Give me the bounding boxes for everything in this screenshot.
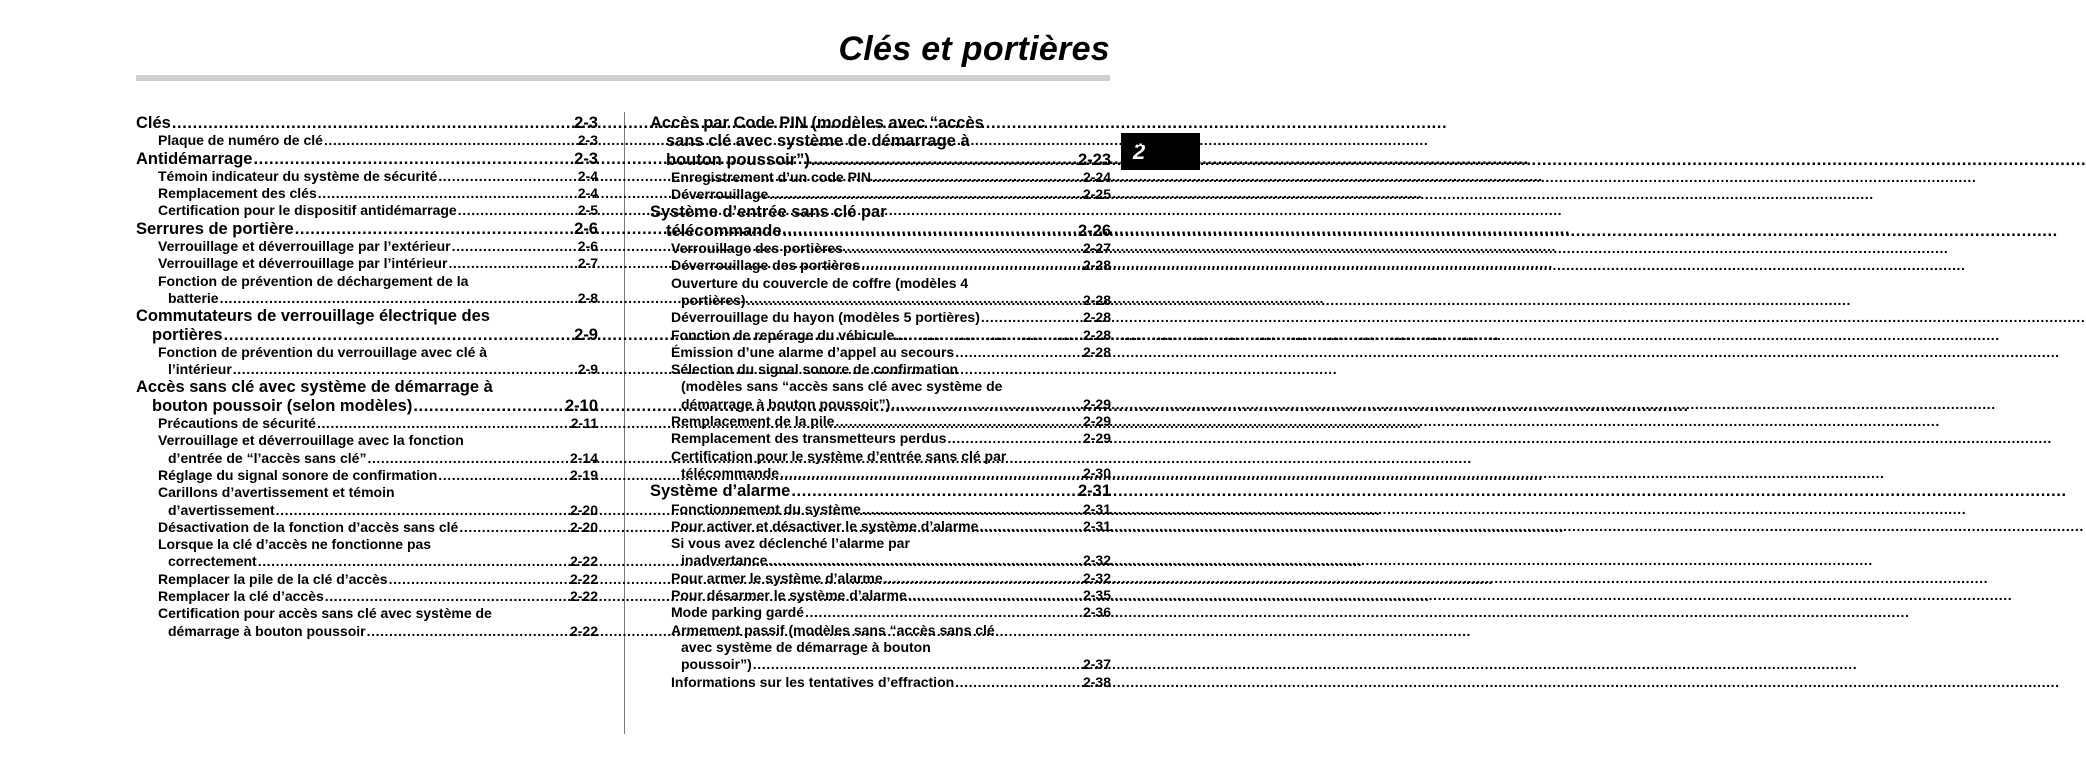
dot-leader [413, 397, 559, 415]
toc-page-number: 2-31 [1082, 500, 1111, 517]
toc-entry-text: d’avertissement [168, 501, 275, 518]
dot-leader [981, 309, 1077, 326]
toc-subsection[interactable] [650, 622, 1111, 674]
toc-subsection[interactable] [650, 674, 1111, 691]
toc-page-number: 2-6 [574, 219, 598, 238]
toc-entry-text: (modèles sans “accès sans clé avec système de [681, 378, 1003, 395]
toc-subsection[interactable] [136, 415, 598, 432]
toc-entry-text: télécommande [666, 221, 782, 240]
toc-entry-text: Lorsque la clé d’accès ne fonctionne pas [158, 536, 432, 553]
dot-leader [452, 238, 568, 255]
toc-subsection[interactable] [136, 344, 598, 379]
toc-entry-text: Pour activer et désactiver le système d’alarme [671, 517, 979, 534]
toc-page-number: 2-38 [1082, 673, 1111, 690]
toc-entry-text: inadvertance [681, 552, 768, 569]
dot-leader [367, 450, 564, 467]
toc-subsection[interactable] [136, 588, 598, 605]
dot-leader [753, 656, 1077, 673]
toc-entry-text: Serrures de portière [136, 219, 294, 238]
toc-page-number: 2-35 [1082, 587, 1111, 604]
toc-page-number: 2-30 [1082, 464, 1111, 481]
toc-entry-text: Informations sur les tentatives d’effraction [671, 673, 955, 690]
toc-subsection[interactable] [650, 327, 1111, 344]
toc-entry-text: Remplacement de la pile [671, 413, 835, 430]
toc-page-number: 2-11 [570, 415, 598, 432]
toc-entry-text: Remplacer la pile de la clé d’accès [158, 570, 388, 587]
toc-page-number: 2-4 [577, 185, 598, 202]
toc-entry-text: Antidémarrage [136, 149, 253, 168]
toc-page-number: 2-19 [569, 466, 598, 483]
dot-leader [861, 257, 1077, 274]
toc-subsection[interactable] [136, 467, 598, 484]
toc-entry-text: Accès sans clé avec système de démarrage à [136, 378, 493, 397]
toc-page-number: 2-20 [569, 501, 598, 518]
toc-section[interactable] [650, 482, 1111, 500]
toc-entry-text: portières [152, 325, 223, 344]
toc-page-number: 2-32 [1082, 552, 1111, 569]
toc-entry-text: Verrouillage et déverrouillage par l’extérieur [158, 238, 451, 255]
toc-subsection[interactable] [650, 275, 1111, 310]
toc-entry-text: Fonction de prévention du verrouillage avec clé à [158, 343, 488, 360]
toc-entry-text: Verrouillage des portières [671, 240, 843, 257]
dot-leader [791, 482, 1072, 500]
toc-page-number: 2-3 [574, 114, 598, 132]
toc-section[interactable] [136, 114, 598, 132]
toc-entry-text: Remplacer la clé d’accès [158, 588, 324, 605]
dot-leader [317, 415, 565, 432]
toc-page-number: 2-22 [569, 622, 598, 639]
toc-page-number: 2-28 [1082, 326, 1111, 343]
toc-subsection[interactable] [136, 238, 598, 255]
dot-leader [908, 587, 1077, 604]
toc-subsection[interactable] [650, 518, 1111, 535]
dot-leader [769, 186, 1077, 203]
toc-entry-text: Si vous avez déclenché l’alarme par [671, 535, 910, 552]
toc-page-number: 2-24 [1082, 168, 1111, 185]
toc-entry-text: démarrage à bouton poussoir”) [681, 395, 891, 412]
toc-entry-text: d’entrée de “l’accès sans clé” [168, 449, 367, 466]
toc-entry-text: sans clé avec système de démarrage à [666, 132, 970, 151]
dot-leader [253, 150, 568, 168]
dot-leader [438, 467, 564, 484]
toc-entry-text: portières) [681, 291, 746, 308]
dot-leader [805, 604, 1077, 621]
toc-subsection[interactable] [650, 169, 1111, 186]
toc-page-number: 2-31 [1077, 482, 1111, 501]
toc-entry-text: Pour armer le système d’alarme [671, 569, 883, 586]
toc-page-number: 2-28 [1082, 343, 1111, 360]
toc-entry-text: Ouverture du couvercle de coffre (modèles 4 [671, 274, 969, 291]
toc-page-number: 2-9 [577, 361, 598, 378]
toc-subsection[interactable] [650, 240, 1111, 257]
toc-page-number: 2-36 [1082, 604, 1111, 621]
toc-entry-text: Fonctionnement du système [671, 500, 861, 517]
toc-section[interactable] [650, 203, 1111, 240]
toc-entry-text: Système d’alarme [650, 482, 791, 501]
toc-entry-text: Accès par Code PIN (modèles avec “accès [650, 114, 984, 132]
toc-entry-text: batterie [168, 289, 219, 306]
toc-entry-text: Mode parking gardé [671, 604, 805, 621]
toc-subsection[interactable] [650, 186, 1111, 203]
toc-entry-text: Certification pour le dispositif antidémarrage [158, 202, 457, 219]
dot-leader [438, 168, 568, 185]
dot-leader [459, 519, 564, 536]
toc-entry-text: Remplacement des clés [158, 185, 317, 202]
chapter-number: 2 [1133, 138, 1146, 164]
dot-leader [258, 553, 564, 570]
toc-page-number: 2-8 [577, 289, 598, 306]
toc-section[interactable] [136, 150, 598, 168]
toc-left-column [136, 114, 598, 640]
toc-page-number: 2-29 [1082, 413, 1111, 430]
toc-page-number: 2-22 [569, 553, 598, 570]
toc-entry-text: Précautions de sécurité [158, 415, 316, 432]
toc-page-number: 2-31 [1082, 517, 1111, 534]
toc-subsection[interactable] [136, 255, 598, 272]
toc-page-number: 2-5 [577, 202, 598, 219]
toc-subsection[interactable] [136, 185, 598, 202]
toc-subsection[interactable] [136, 273, 598, 308]
toc-subsection[interactable] [650, 413, 1111, 430]
toc-entry-text: Verrouillage et déverrouillage avec la fonction [158, 432, 464, 449]
toc-entry-text: l’intérieur [168, 361, 232, 378]
dot-leader [884, 570, 1077, 587]
toc-subsection[interactable] [136, 484, 598, 519]
toc-entry-text: bouton poussoir (selon modèles) [152, 396, 413, 415]
dot-leader [955, 674, 1077, 691]
toc-entry-text: Émission d’une alarme d’appel au secours [671, 343, 955, 360]
title-rule [136, 75, 1110, 81]
toc-page-number: 2-14 [569, 449, 598, 466]
dot-leader [448, 255, 568, 272]
toc-subsection[interactable] [650, 535, 1111, 570]
toc-entry-text: démarrage à bouton poussoir [168, 622, 366, 639]
toc-subsection[interactable] [136, 432, 598, 467]
toc-entry-text: avec système de démarrage à bouton [681, 638, 931, 655]
toc-subsection[interactable] [136, 536, 598, 571]
toc-subsection[interactable] [136, 519, 598, 536]
toc-entry-text: Clés [136, 114, 171, 132]
toc-page-number: 2-7 [577, 255, 598, 272]
toc-page-number: 2-26 [1077, 221, 1111, 240]
dot-leader [324, 132, 568, 149]
dot-leader [172, 114, 568, 132]
toc-page-number: 2-29 [1082, 430, 1111, 447]
toc-entry-text: Déverrouillage [671, 186, 769, 203]
toc-page-number: 2-10 [564, 396, 598, 415]
dot-leader [295, 220, 568, 238]
dot-leader [367, 623, 564, 640]
dot-leader [768, 552, 1077, 569]
toc-page-number: 2-32 [1082, 569, 1111, 586]
toc-subsection[interactable] [136, 571, 598, 588]
toc-page-number: 2-9 [574, 325, 598, 344]
toc-entry-text: Témoin indicateur du système de sécurité [158, 167, 438, 184]
toc-entry-text: poussoir”) [681, 656, 752, 673]
toc-subsection[interactable] [650, 501, 1111, 518]
toc-entry-text: Certification pour le système d’entrée sans clé par [671, 447, 1007, 464]
dot-leader [955, 344, 1077, 361]
toc-subsection[interactable] [136, 168, 598, 185]
dot-leader [224, 326, 568, 344]
toc-subsection[interactable] [650, 587, 1111, 604]
toc-subsection[interactable] [136, 132, 598, 149]
toc-page-number: 2-4 [577, 167, 598, 184]
toc-page-number: 2-25 [1082, 186, 1111, 203]
dot-leader [276, 502, 564, 519]
dot-leader [233, 361, 568, 378]
toc-entry-text: Pour désarmer le système d’alarme [671, 587, 907, 604]
dot-leader [891, 396, 1077, 413]
toc-page-number: 2-6 [577, 238, 598, 255]
toc-section[interactable] [136, 307, 598, 344]
toc-page-number: 2-22 [569, 570, 598, 587]
toc-page-number: 2-3 [577, 132, 598, 149]
dot-leader [872, 169, 1077, 186]
toc-page-number: 2-28 [1082, 257, 1111, 274]
toc-entry-text: Armement passif (modèles sans “accès sans clé [671, 621, 995, 638]
toc-subsection[interactable] [650, 309, 1111, 326]
toc-entry-text: Certification pour accès sans clé avec système de [158, 605, 492, 622]
toc-entry-text: Fonction de prévention de déchargement de la [158, 272, 469, 289]
toc-right-column [650, 114, 1111, 691]
dot-leader [318, 185, 568, 202]
toc-entry-text: Déverrouillage du hayon (modèles 5 portières) [671, 309, 980, 326]
toc-section[interactable] [136, 220, 598, 238]
toc-entry-text: correctement [168, 553, 257, 570]
page-title: Clés et portières [838, 30, 1110, 68]
dot-leader [862, 501, 1077, 518]
toc-page-number: 2-20 [569, 518, 598, 535]
dot-leader [947, 430, 1077, 447]
toc-page-number: 2-27 [1082, 240, 1111, 257]
toc-section[interactable] [136, 378, 598, 415]
toc-subsection[interactable] [650, 361, 1111, 413]
dot-leader [979, 518, 1077, 535]
toc-entry-text: Désactivation de la fonction d’accès sans clé [158, 518, 459, 535]
dot-leader [780, 465, 1077, 482]
dot-leader [844, 240, 1077, 257]
toc-entry-text: Déverrouillage des portières [671, 257, 861, 274]
toc-subsection[interactable] [650, 344, 1111, 361]
toc-entry-text: Enregistrement d’un code PIN [671, 168, 871, 185]
toc-entry-text: Commutateurs de verrouillage électrique des [136, 307, 490, 326]
toc-page-number: 2-23 [1077, 150, 1111, 169]
dot-leader [220, 290, 568, 307]
toc-subsection[interactable] [136, 202, 598, 219]
dot-leader [835, 413, 1077, 430]
toc-entry-text: bouton poussoir”) [666, 150, 810, 169]
toc-entry-text: Système d’entrée sans clé par [650, 203, 887, 222]
toc-subsection[interactable] [650, 448, 1111, 483]
toc-entry-text: Fonction de repérage du véhicule [671, 326, 895, 343]
dot-leader [811, 151, 1072, 169]
toc-entry-text: Plaque de numéro de clé [158, 132, 323, 149]
toc-entry-text: Carillons d’avertissement et témoin [158, 484, 395, 501]
dot-leader [747, 292, 1077, 309]
toc-entry-text: Remplacement des transmetteurs perdus [671, 430, 947, 447]
toc-entry-text: télécommande [681, 464, 780, 481]
toc-page-number: 2-3 [574, 149, 598, 168]
toc-page-number: 2-37 [1082, 656, 1111, 673]
toc-subsection[interactable] [650, 430, 1111, 447]
toc-page-number: 2-28 [1082, 309, 1111, 326]
toc-section[interactable] [650, 114, 1111, 169]
toc-subsection[interactable] [650, 257, 1111, 274]
toc-entry-text: Verrouillage et déverrouillage par l’intérieur [158, 255, 448, 272]
toc-page-number: 2-22 [569, 588, 598, 605]
toc-subsection[interactable] [650, 570, 1111, 587]
toc-entry-text: Sélection du signal sonore de confirmation [671, 361, 959, 378]
dot-leader [389, 571, 564, 588]
toc-entry-text: Réglage du signal sonore de confirmation [158, 466, 438, 483]
toc-page-number: 2-28 [1082, 291, 1111, 308]
dot-leader [783, 222, 1072, 240]
dot-leader [895, 327, 1077, 344]
dot-leader [458, 202, 568, 219]
toc-subsection[interactable] [136, 605, 598, 640]
dot-leader [325, 588, 564, 605]
toc-subsection[interactable] [650, 604, 1111, 621]
toc-page-number: 2-29 [1082, 395, 1111, 412]
